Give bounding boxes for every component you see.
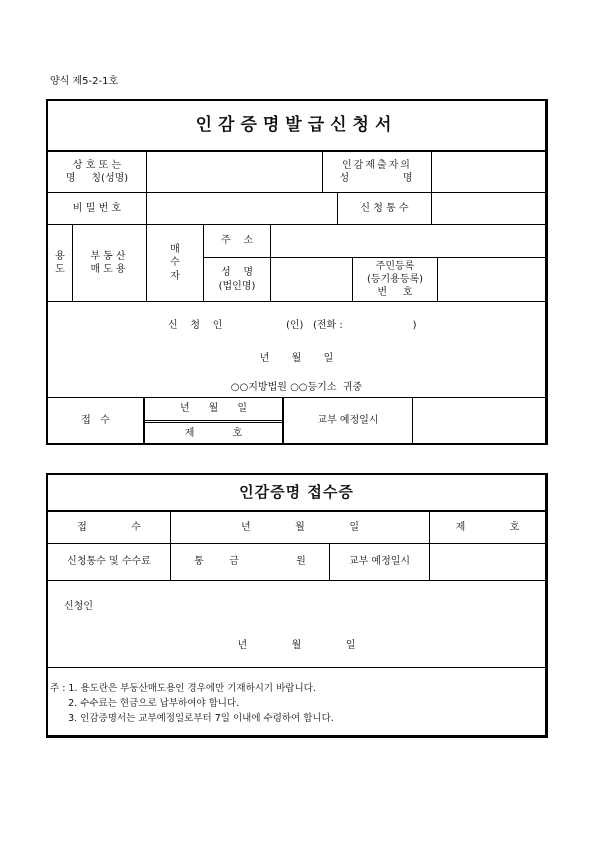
buyer-address-field[interactable] <box>271 225 545 257</box>
receipt-slip-title: 인감증명 접수증 <box>239 483 354 502</box>
buyer-label: 매 수 자 <box>170 243 180 282</box>
court-addressee: ○○지방법원 ○○등기소 귀중 <box>230 382 363 394</box>
slip-applicant-label: 신청인 <box>64 601 93 612</box>
resident-reg-field[interactable] <box>438 258 545 301</box>
trade-name-label: 상 호 또 는 명 칭(성명) <box>65 159 129 184</box>
buyer-name-label: 성 명 (법인명) <box>218 267 256 292</box>
delivery-schedule-label: 교부 예정일시 <box>317 414 379 426</box>
slip-receipt-date: 년 월 일 <box>241 521 359 533</box>
applicant-line: 신 청 인 (인) (전화 : ) <box>168 320 417 332</box>
slip-receipt-label: 접 수 <box>77 521 141 533</box>
seal-submitter-label: 인감제출자의 성 명 <box>339 159 415 184</box>
request-count-field[interactable] <box>432 193 545 224</box>
slip-delivery-schedule-field[interactable] <box>430 544 545 580</box>
seal-submitter-field[interactable] <box>432 152 545 192</box>
count-fee-label: 신청통수 및 수수료 <box>67 556 151 568</box>
note-3: 3. 인감증명서는 교부예정일로부터 7일 이내에 수령하여 합니다. <box>50 713 334 724</box>
address-label: 주 소 <box>220 235 254 247</box>
password-field[interactable] <box>147 193 337 224</box>
slip-delivery-schedule-label: 교부 예정일시 <box>348 556 411 568</box>
note-1: 주 : 1. 용도란은 부동산매도용인 경우에만 기재하시기 바랍니다. <box>50 683 316 694</box>
receipt-label: 접 수 <box>81 414 110 426</box>
divider <box>48 301 545 302</box>
resident-reg-label: 주민등록 (등기용등록) 번 호 <box>366 261 424 298</box>
slip-receipt-number: 제 호 <box>455 521 520 533</box>
slip-date-line: 년 월 일 <box>237 640 356 652</box>
purpose-label: 용 도 <box>55 250 65 275</box>
delivery-schedule-field[interactable] <box>413 398 545 443</box>
buyer-name-field[interactable] <box>271 258 352 301</box>
receipt-date: 년 월 일 <box>179 403 248 415</box>
copies-fee-text: 통 금 원 <box>194 556 306 568</box>
divider <box>48 580 545 581</box>
divider <box>48 667 545 668</box>
form-number: 양식 제5-2-1호 <box>50 76 119 87</box>
receipt-number: 제 호 <box>184 427 243 439</box>
note-2: 2. 수수료는 현금으로 납부하여야 합니다. <box>50 698 240 709</box>
application-date: 년 월 일 <box>259 353 334 365</box>
request-count-label: 신 청 통 수 <box>360 202 409 214</box>
trade-name-field[interactable] <box>147 152 322 192</box>
application-title: 인감증명발급신청서 <box>195 114 398 135</box>
password-label: 비 밀 번 호 <box>72 202 122 214</box>
real-estate-sale-label: 부동산 매도용 <box>90 250 129 275</box>
